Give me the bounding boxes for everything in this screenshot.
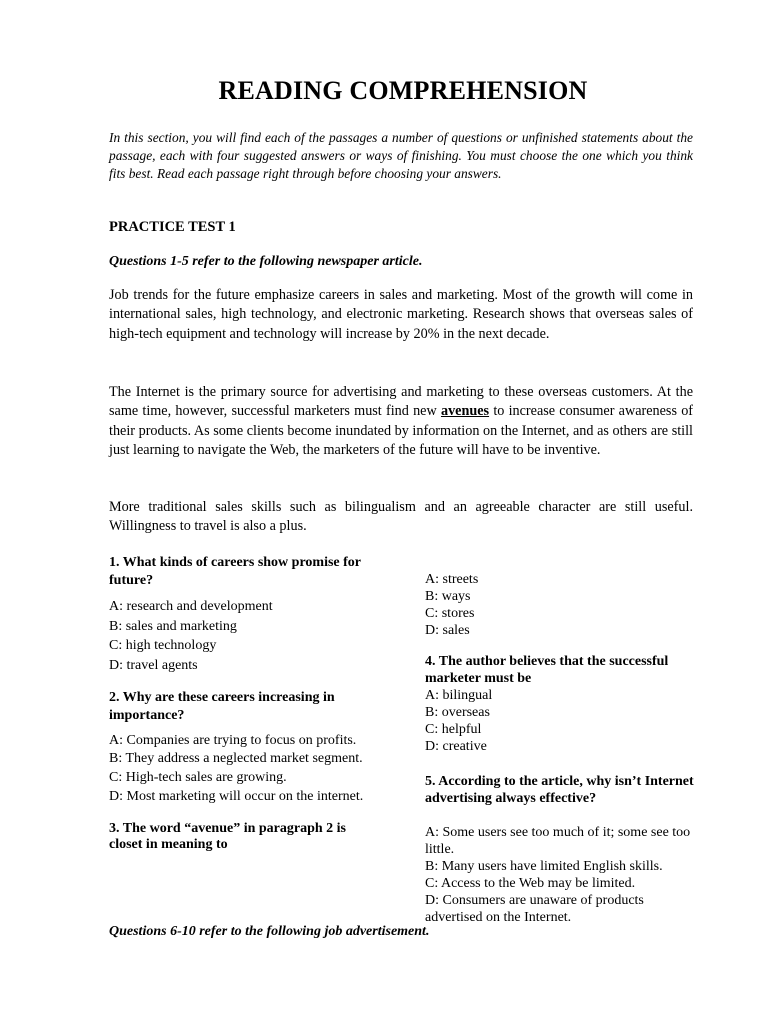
question-3-option-c: C: stores [425, 606, 475, 621]
keyword-avenues: avenues [440, 403, 490, 420]
question-2-option-a: A: Companies are trying to focus on profits. [109, 733, 357, 748]
passage-paragraph-2-end: to increase consumer awareness of their products. As some clients become inundated by information on the Internet, and as others are still just learning to navigate the Web, the marketers of the future will have to be inventive. [109, 403, 694, 458]
passage-paragraph-2-start: The Internet is the primary source for advertising and marketing to these overseas customers. At the same time, however, successful marketers must find new [109, 384, 693, 420]
questions-reference-6-10: Questions 6-10 refer to the following job advertisement. [109, 924, 430, 939]
question-column-right [425, 571, 695, 926]
question-4-option-a: A: bilingual [425, 688, 493, 703]
instructions-paragraph: In this section, you will find each of the passages a number of questions or unfinished statements about the passage, each with four suggested answers or ways of finishing. You must choose the one which you think fits best. Read each passage right through before choosing your answers. [109, 130, 693, 181]
question-2-option-c: C: High-tech sales are growing. [109, 769, 287, 785]
question-2 [109, 689, 377, 807]
question-5-text: 5. According to the article, why isn’t Internet advertising always effective? [425, 774, 694, 806]
question-1 [109, 554, 377, 675]
question-2-option-b: B: They address a neglected market segment. [109, 751, 363, 766]
passage-paragraph-1: Job trends for the future emphasize careers in sales and marketing. Most of the growth will come in international sales, high technology, and electronic marketing. Research shows that overseas sales of high-tech equipment and technology will increase by 20% in the next decade. [109, 287, 693, 342]
question-5 [425, 773, 695, 926]
question-2-text: 2. Why are these careers increasing in importance? [109, 690, 335, 723]
question-5-option-a: A: Some users see too much of it; some see too little. [425, 825, 691, 857]
question-4-option-b: B: overseas [425, 705, 490, 720]
question-2-option-d: D: Most marketing will occur on the internet. [109, 789, 364, 804]
question-4-option-d: D: creative [425, 739, 487, 754]
passage-paragraph-3: More traditional sales skills such as bilingualism and an agreeable character are still useful. Willingness to travel is also a plus. [109, 499, 693, 535]
question-5-option-c: C: Access to the Web may be limited. [425, 876, 636, 891]
question-1-text: 1. What kinds of careers show promise for future? [109, 555, 361, 588]
page-title: READING COMPREHENSION [218, 76, 588, 105]
question-5-option-d: D: Consumers are unaware of products advertised on the Internet. [425, 893, 644, 925]
question-3-option-d: D: sales [425, 623, 470, 638]
question-1-option-b: B: sales and marketing [109, 618, 237, 634]
question-3-text: 3. The word “avenue” in paragraph 2 is closet in meaning to [109, 820, 346, 852]
question-3-option-b: B: ways [425, 589, 471, 604]
question-1-option-a: A: research and development [109, 599, 273, 614]
practice-test-heading: PRACTICE TEST 1 [109, 219, 236, 235]
question-4 [425, 654, 695, 755]
question-4-option-c: C: helpful [425, 722, 482, 737]
question-1-option-d: D: travel agents [109, 657, 198, 673]
question-column-left [109, 554, 377, 854]
question-3 [109, 821, 377, 854]
passage-paragraph-2 [109, 383, 693, 460]
question-3-option-a: A: streets [425, 572, 479, 587]
question-1-option-c: C: high technology [109, 638, 217, 653]
question-4-text: 4. The author believes that the successful marketer must be [425, 654, 669, 686]
question-3-options [425, 571, 695, 639]
questions-reference-1-5: Questions 1-5 refer to the following newspaper article. [109, 254, 423, 269]
question-5-option-b: B: Many users have limited English skills. [425, 859, 663, 874]
